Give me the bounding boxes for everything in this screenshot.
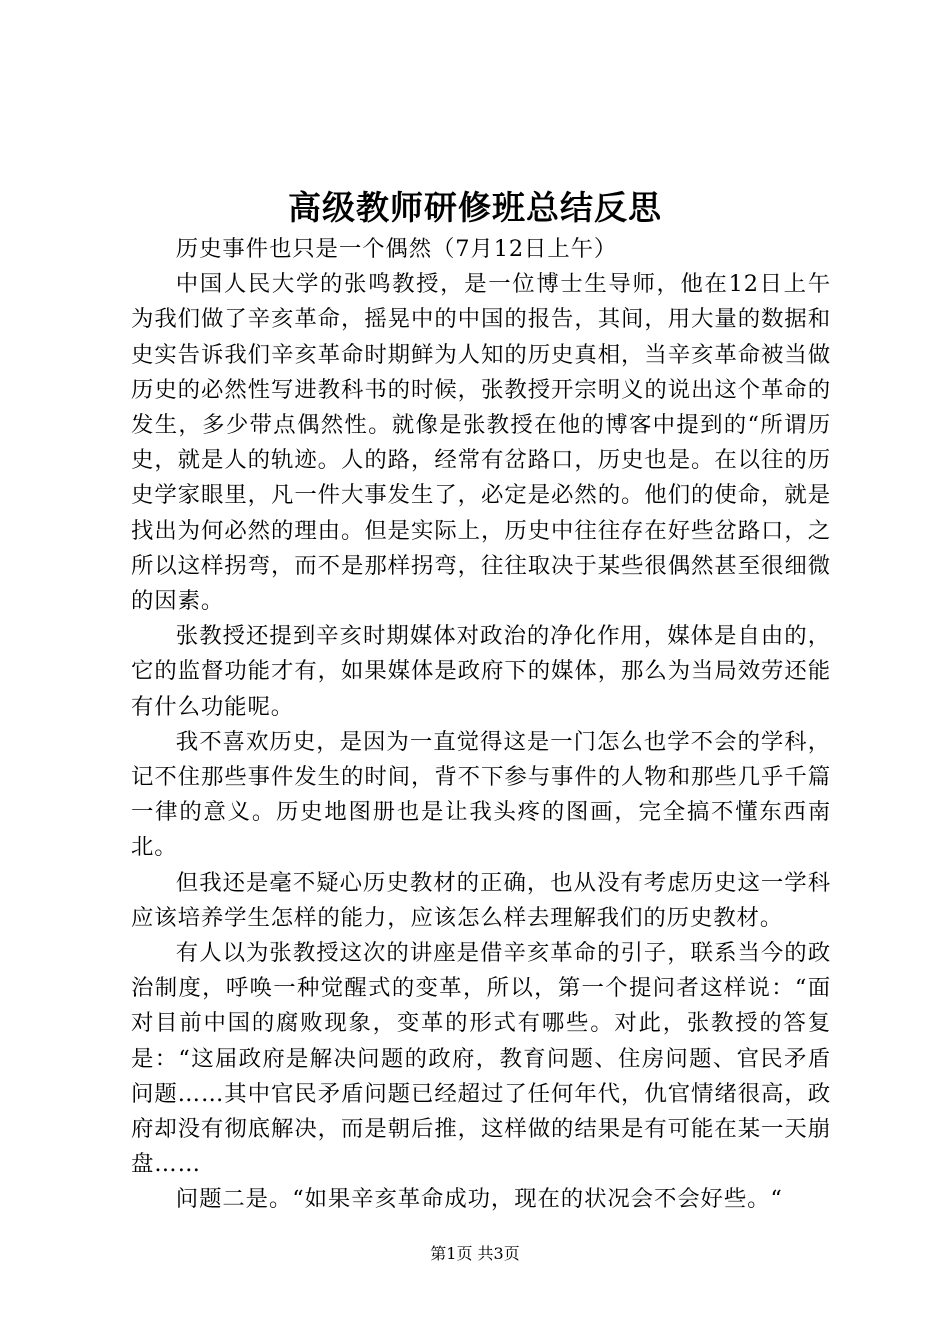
paragraph: 问题二是。“如果辛亥革命成功，现在的状况会不会好些。“ (175, 1186, 783, 1213)
paragraph: 我不喜欢历史，是因为一直觉得这是一门怎么也学不会的学科，记不住那些事件发生的时间，背不下参与事件的人物和那些几乎千篇一律的意义。历史地图册也是让我头疼的图画，完全搞不懂东西南北。 (131, 728, 831, 861)
paragraph: 但我还是毫不疑心历史教材的正确，也从没有考虑历史这一学科应该培养学生怎样的能力，应该怎么样去理解我们的历史教材。 (131, 869, 831, 931)
document-title: 高级教师研修班总结反思 (288, 188, 662, 227)
paragraph-subtitle: 历史事件也只是一个偶然（7月12日上午） (175, 236, 618, 262)
paragraph: 张教授还提到辛亥时期媒体对政治的净化作用，媒体是自由的，它的监督功能才有，如果媒体是政府下的媒体，那么为当局效劳还能有什么功能呢。 (131, 623, 831, 720)
paragraph: 有人以为张教授这次的讲座是借辛亥革命的引子，联系当今的政治制度，呼唤一种觉醒式的变革，所以，第一个提问者这样说：“面对目前中国的腐败现象，变革的形式有哪些。对此，张教授的答复是：“这届政府是解决问题的政府，教育问题、住房问题、官民矛盾问题……其中官民矛盾问题已经超过了任何年代，仇官情绪很高，政府却没有彻底解决，而是朝后推，这样做的结果是有可能在某一天崩盘…… (131, 940, 831, 1178)
document-body (131, 232, 831, 1218)
page-footer: 第1页 共3页 (430, 1244, 520, 1263)
paragraph: 中国人民大学的张鸣教授，是一位博士生导师，他在12日上午为我们做了辛亥革命，摇晃中的中国的报告，其间，用大量的数据和史实告诉我们辛亥革命时期鲜为人知的历史真相，当辛亥革命被当做历史的必然性写进教科书的时候，张教授开宗明义的说出这个革命的发生，多少带点偶然性。就像是张教授在他的博客中提到的“所谓历史，就是人的轨迹。人的路，经常有岔路口，历史也是。在以往的历史学家眼里，凡一件大事发生了，必定是必然的。他们的使命，就是找出为何必然的理由。但是实际上，历史中往往存在好些岔路口，之所以这样拐弯，而不是那样拐弯，往往取决于某些很偶然甚至很细微的因素。 (131, 271, 831, 615)
